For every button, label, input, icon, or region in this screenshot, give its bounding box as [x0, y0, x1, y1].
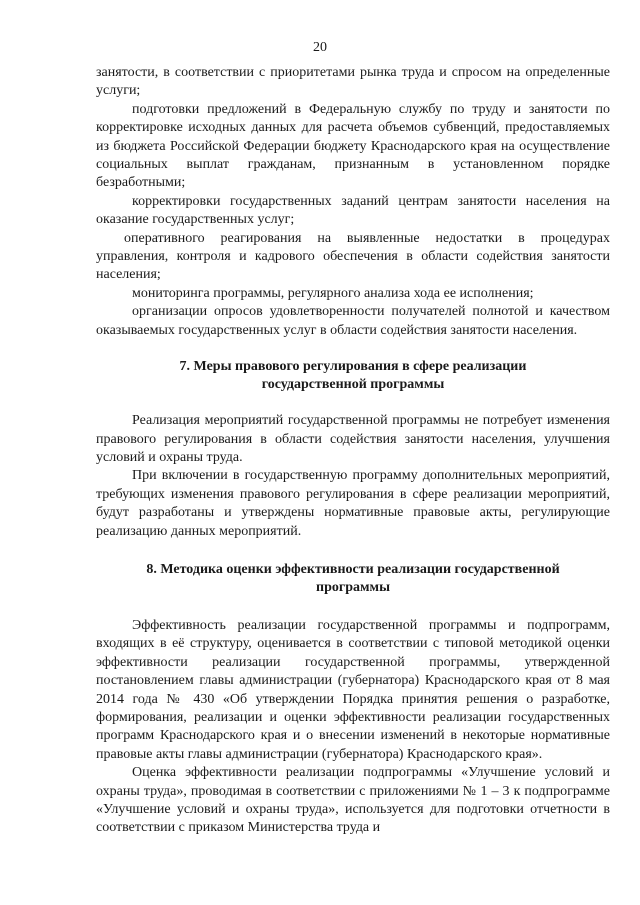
- section-8-heading-line-2: программы: [316, 579, 390, 595]
- section-7-heading: [96, 358, 610, 394]
- section-7-heading-line-1: 7. Меры правового регулирования в сфере реализации: [179, 359, 527, 375]
- paragraph: корректировки государственных заданий центрам занятости населения на оказание государственных услуг;: [96, 193, 610, 228]
- paragraph: Эффективность реализации государственной программы и подпрограмм, входящих в её структуру, оценивается в соответствии с типовой методикой оценки эффективности реализации государственной программы, утвержденной постановлением главы администрации (губернатора) Краснодарского края от 8 мая 2014 года № 430 «Об утверждении Порядка принятия решения о разработке, формирования, реализации и оценки эффективности реализации государственных программ Краснодарского края и о внесении изменений в некоторые нормативные правовые акты главы администрации (губернатора) Краснодарского края».: [96, 617, 610, 762]
- section-8-heading-line-1: 8. Методика оценки эффективности реализации государственной: [146, 561, 560, 577]
- section-8-heading: [96, 561, 610, 597]
- paragraph: Реализация мероприятий государственной программы не потребует изменения правового регулирования в области содействия занятости населения, улучшения условий и охраны труда.: [96, 413, 610, 465]
- section-7-heading-line-2: государственной программы: [261, 377, 445, 393]
- paragraph: оперативного реагирования на выявленные недостатки в процедурах управления, контроля и кадрового обеспечения в области содействия занятости населения;: [96, 230, 610, 283]
- paragraph: мониторинга программы, регулярного анализа хода ее исполнения;: [132, 285, 534, 301]
- document-body: [96, 64, 610, 838]
- paragraph: Оценка эффективности реализации подпрограммы «Улучшение условий и охраны труда», проводимая в соответствии с приложениями № 1 – 3 к подпрограмме «Улучшение условий и охраны труда», используется для подготовки отчетности в соответствии с приказом Министерства труда и: [96, 765, 610, 836]
- paragraph: При включении в государственную программу дополнительных мероприятий, требующих изменения правового регулирования в сфере реализации мероприятий, будут разработаны и утверждены нормативные правовые акты, регулирующие реализацию данных мероприятий.: [96, 468, 610, 539]
- paragraph: организации опросов удовлетворенности получателей полнотой и качеством оказываемых государственных услуг в области содействия занятости населения.: [96, 304, 610, 338]
- page-number: 20: [313, 40, 327, 55]
- paragraph: подготовки предложений в Федеральную службу по труду и занятости по корректировке исходных данных для расчета объемов субвенций, предоставляемых из бюджета Российской Федерации бюджету Краснодарского края на осуществление социальных выплат гражданам, признанным в установленном порядке безработными;: [96, 101, 610, 191]
- paragraph: занятости, в соответствии с приоритетами рынка труда и спросом на определенные услуги;: [96, 65, 610, 99]
